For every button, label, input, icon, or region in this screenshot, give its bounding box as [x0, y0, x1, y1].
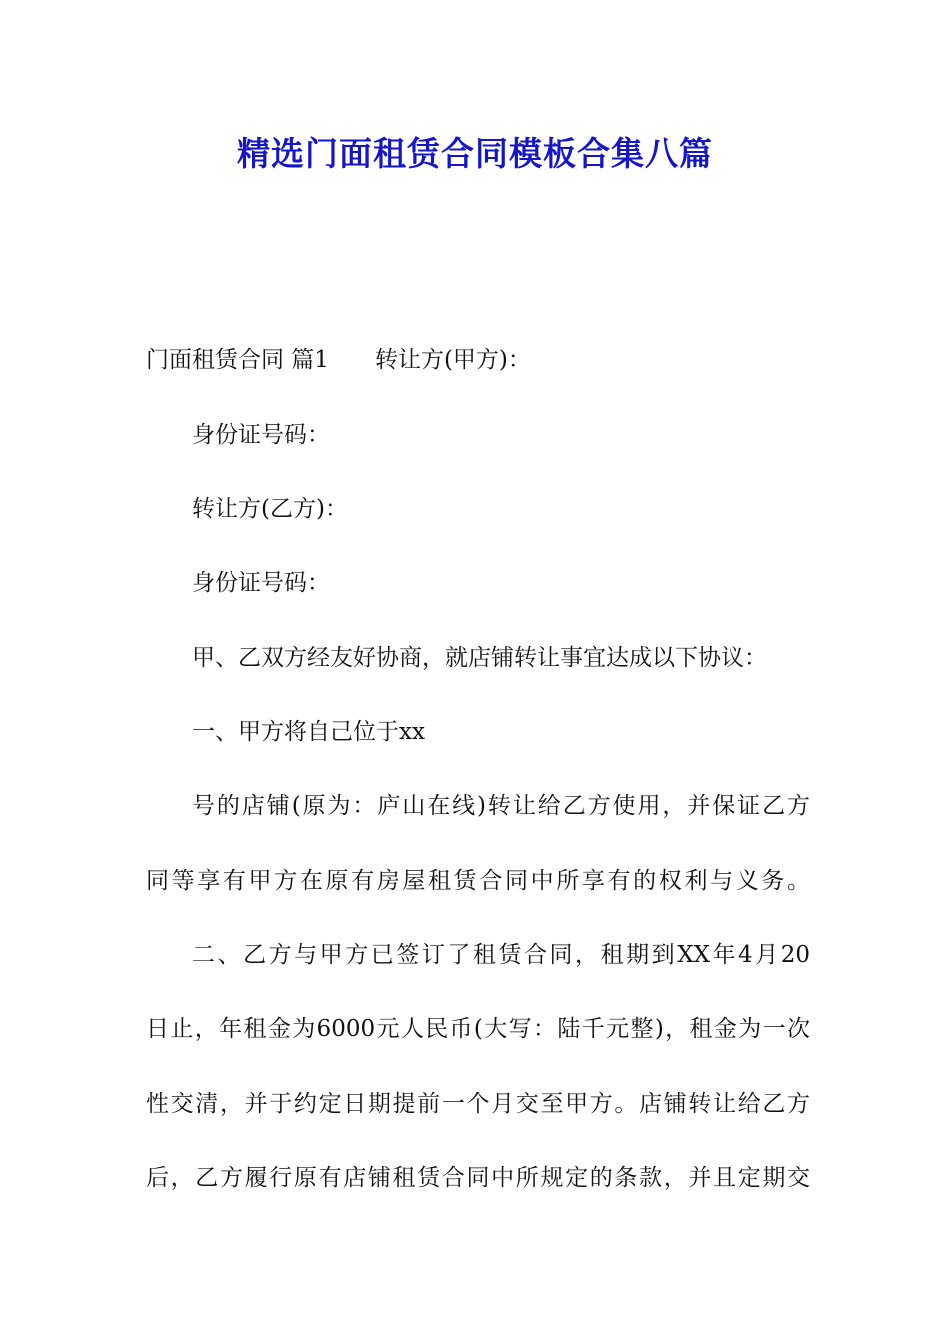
document-title: 精选门面租赁合同模板合集八篇	[237, 134, 713, 173]
agreement-intro: 甲、乙双方经友好协商，就店铺转让事宜达成以下协议：	[192, 645, 767, 671]
first-line	[146, 345, 810, 375]
clause-1-line-2: 号的店铺(原为：庐山在线)转让给乙方使用，并保证乙方	[192, 793, 810, 819]
clause-1-line-1: 一、甲方将自己位于xx	[192, 719, 425, 745]
transferor-party-a-label: 转让方(甲方)：	[374, 347, 531, 373]
section-heading: 门面租赁合同 篇1	[146, 347, 329, 373]
clause-1-line-3: 同等享有甲方在原有房屋租赁合同中所享有的权利与义务。	[146, 868, 810, 894]
clause-2-line-3: 性交清，并于约定日期提前一个月交至甲方。店铺转让给乙方	[146, 1091, 810, 1117]
clause-2-line-4: 后，乙方履行原有店铺租赁合同中所规定的条款，并且定期交	[146, 1165, 810, 1191]
id-number-label-a: 身份证号码：	[192, 422, 330, 448]
clause-2-line-1: 二、乙方与甲方已签订了租赁合同，租期到XX年4月20	[192, 942, 810, 968]
transferee-party-b-label: 转让方(乙方)：	[192, 496, 348, 522]
id-number-label-b: 身份证号码：	[192, 570, 330, 596]
clause-2-line-2: 日止，年租金为6000元人民币(大写：陆千元整)，租金为一次	[146, 1016, 810, 1042]
